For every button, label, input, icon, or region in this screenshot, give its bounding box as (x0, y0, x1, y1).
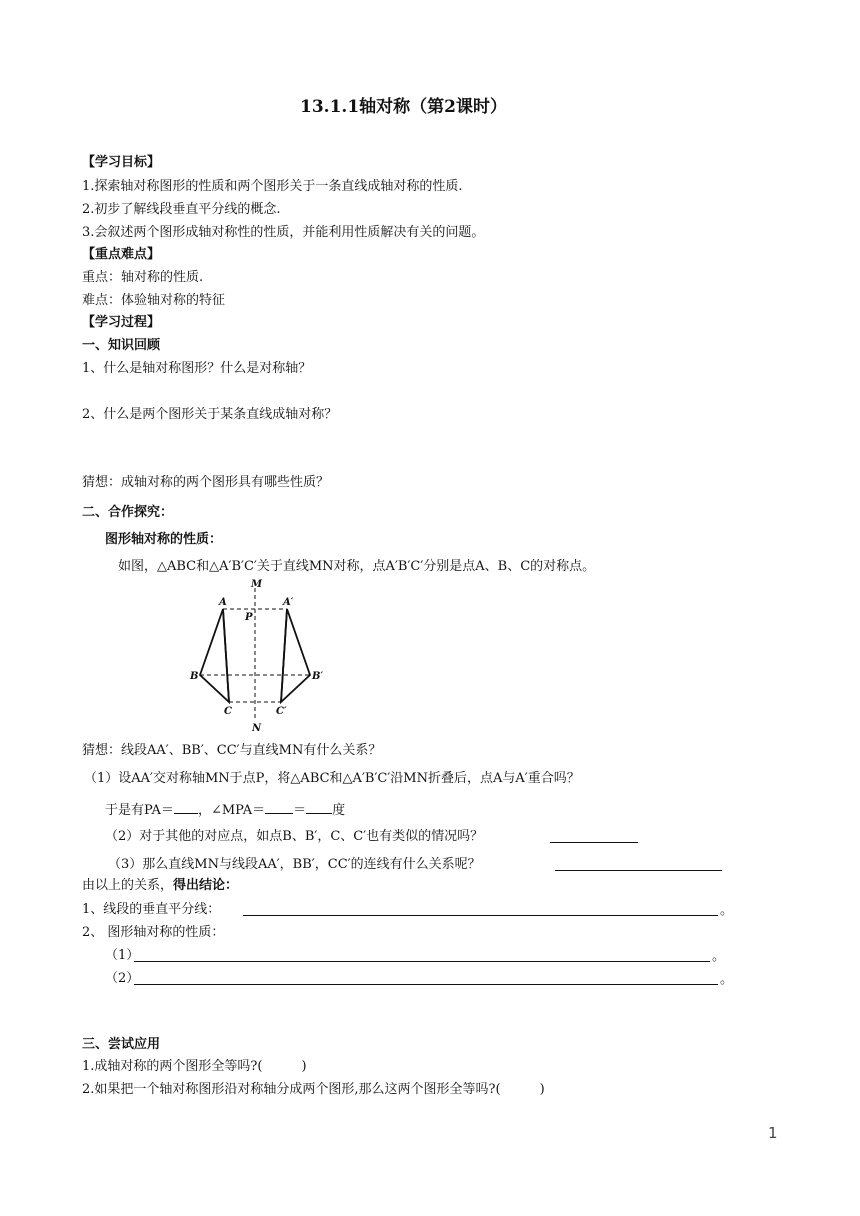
mpa-blank[interactable] (265, 801, 293, 814)
review-guess: 猜想：成轴对称的两个图形具有哪些性质？ (82, 475, 330, 490)
label-c-prime: C′ (276, 706, 287, 717)
conclusion-1-end: 。 (720, 903, 734, 918)
explore-guess: 猜想：线段AA′、BB′、CC′与直线MN有什么关系？ (82, 743, 382, 758)
property-2-end: 。 (720, 972, 734, 987)
key-point: 重点：轴对称的性质. (82, 270, 204, 285)
answer-eq: ＝ (293, 803, 307, 818)
answer-unit: 度 (332, 803, 346, 818)
label-b: B (190, 671, 199, 682)
symmetry-figure (185, 576, 335, 736)
label-n: N (252, 723, 262, 734)
review-question-1: 1、什么是轴对称图形？什么是对称轴？ (82, 361, 312, 376)
triangle-abc (200, 609, 229, 702)
label-m: M (251, 579, 263, 590)
goal-item-1: 1.探索轴对称图形的性质和两个图形关于一条直线成轴对称的性质. (82, 179, 463, 194)
pa-blank[interactable] (174, 801, 198, 814)
goal-item-2: 2.初步了解线段垂直平分线的概念. (82, 202, 281, 217)
goals-heading: 【学习目标】 (82, 155, 161, 170)
explore-subheading: 图形轴对称的性质： (105, 532, 223, 547)
difficult-point: 难点：体验轴对称的特征 (82, 293, 226, 308)
question-3-blank[interactable] (555, 870, 722, 871)
property-2-blank[interactable] (134, 984, 718, 985)
apply-heading: 三、尝试应用 (82, 1037, 161, 1052)
property-1-end: 。 (712, 949, 726, 964)
answer-prefix: 于是有PA＝ (105, 803, 174, 818)
conclusion-prefix: 由以上的关系， (82, 878, 174, 893)
apply-question-1: 1.成轴对称的两个图形全等吗?( ) (82, 1059, 307, 1074)
review-question-2: 2、什么是两个图形关于某条直线成轴对称？ (82, 407, 338, 422)
keypoints-heading: 【重点难点】 (82, 247, 161, 262)
explore-question-3: （3）那么直线MN与线段AA′，BB′，CC′的连线有什么关系呢？ (108, 857, 481, 872)
label-a-prime: A′ (283, 597, 294, 608)
explore-question-1: （1）设AA′交对称轴MN于点P，将△ABC和△A′B′C′沿MN折叠后，点A与A′重合吗？ (84, 771, 580, 786)
label-c: C (224, 706, 232, 717)
conclusion-1-blank[interactable] (243, 915, 718, 916)
page-title: 13.1.1轴对称（第2课时） (300, 97, 507, 117)
review-heading: 一、知识回顾 (82, 338, 161, 353)
conclusion-2: 2、 图形轴对称的性质： (82, 925, 225, 940)
label-a: A (219, 597, 227, 608)
property-1-blank[interactable] (134, 961, 710, 962)
degree-blank[interactable] (306, 801, 332, 814)
label-p: P (245, 612, 253, 623)
question-2-blank[interactable] (550, 842, 638, 843)
answer-mid: ，∠MPA＝ (197, 803, 266, 818)
apply-question-2: 2.如果把一个轴对称图形沿对称轴分成两个图形,那么这两个图形全等吗?( ) (82, 1082, 545, 1097)
page-number: 1 (768, 1124, 778, 1142)
conclusion-line (82, 879, 238, 892)
process-heading: 【学习过程】 (82, 315, 161, 330)
explore-intro: 如图，△ABC和△A′B′C′关于直线MN对称，点A′B′C′分别是点A、B、C的对称点。 (118, 559, 596, 574)
triangle-abc-prime (281, 609, 310, 702)
label-b-prime: B′ (312, 671, 324, 682)
explore-answer-1 (105, 801, 345, 817)
goal-item-3: 3.会叙述两个图形成轴对称性的性质，并能利用性质解决有关的问题。 (82, 225, 485, 240)
explore-question-2: （2）对于其他的对应点，如点B、B′，C、C′也有类似的情况吗？ (105, 829, 484, 844)
explore-heading: 二、合作探究： (82, 505, 174, 520)
property-1-label: （1） (105, 948, 140, 963)
property-2-label: （2） (105, 971, 140, 986)
conclusion-label: 得出结论： (173, 878, 239, 893)
conclusion-1: 1、线段的垂直平分线： (82, 902, 221, 917)
